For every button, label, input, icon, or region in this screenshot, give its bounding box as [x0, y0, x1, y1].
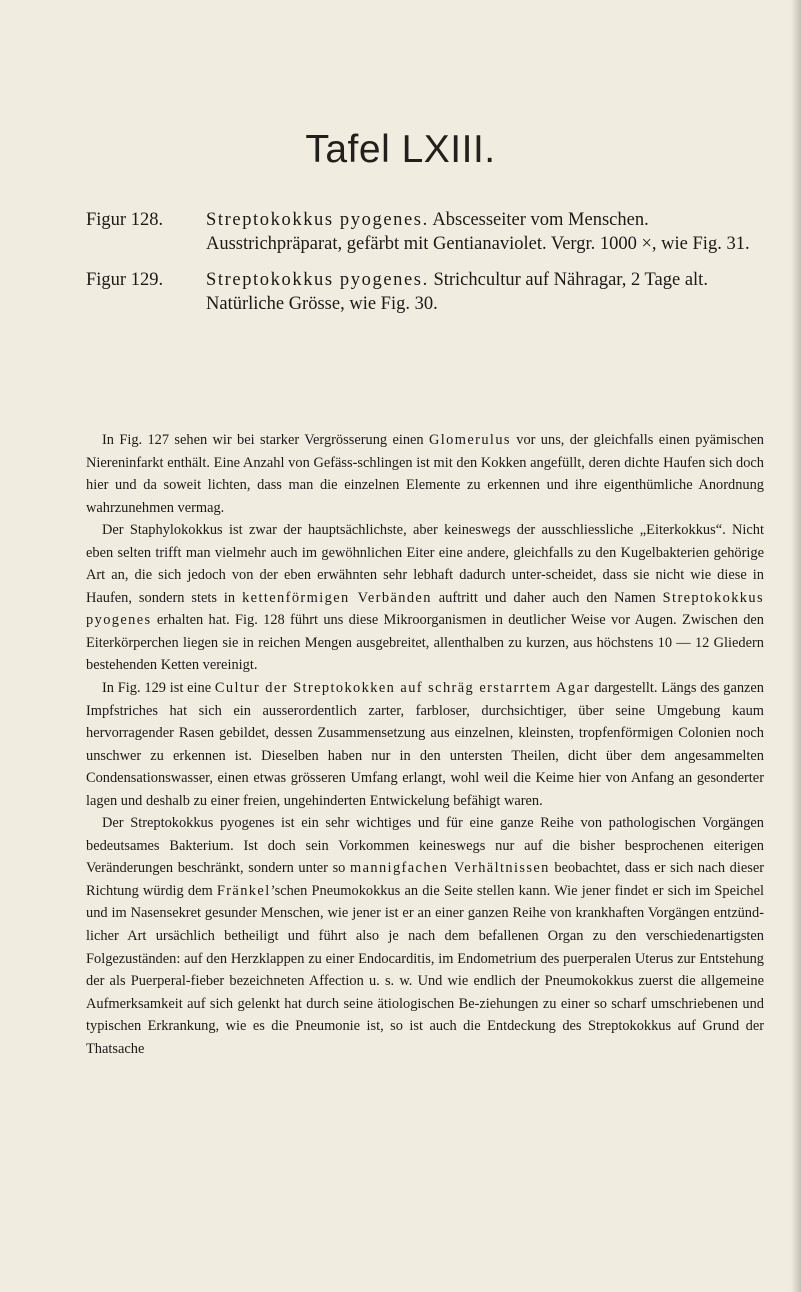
paragraph-4	[86, 812, 764, 1060]
caption-number: Figur 128.	[86, 210, 164, 230]
text-run: beobachtet, dass er sich nach dieser Richtung würdig dem	[86, 860, 764, 899]
emphasis: Glomerulus	[428, 432, 511, 448]
caption-figure-129	[86, 268, 766, 316]
emphasis: mannigfachen Verhältnissen	[349, 860, 550, 877]
plate-title: Tafel LXIII.	[305, 128, 496, 171]
text-run: In Fig. 127 sehen wir bei starker Vergrösserung einen	[102, 432, 429, 448]
caption-text	[206, 208, 766, 256]
text-run: Der Streptokokkus pyogenes ist ein sehr wichtiges und für eine ganze Reihe von pathologischen Vorgängen bedeutsames Bakterium. Ist doch sein Vorkommen keineswegs nur auf die bisher besprochenen eiterigen Veränderungen beschränkt, sondern unter so	[86, 815, 764, 877]
caption-description: Abscesseiter vom Menschen. Ausstrichpräparat, gefärbt mit Gentianaviolet. Vergr. 1000 ×, wie Fig. 31.	[206, 210, 750, 254]
emphasis: kettenförmigen Verbänden	[242, 589, 432, 606]
text-run: Der Staphylokokkus ist zwar der hauptsächlichste, aber keineswegs der ausschliessliche „Eiterkokkus“. Nicht eben selten trifft man vielmehr auch im gewöhnlichen Eiter eine andere, gleichfalls zu den Kugelbakterien gehörige Art an, die sich jedoch von der eben erwähnten sehr lebhaft dadurch unter-scheidet, dass sie nicht wie diese in Haufen, sondern stets in	[86, 522, 764, 606]
caption-description: Strichcultur auf Nähragar, 2 Tage alt. Natürliche Grösse, wie Fig. 30.	[206, 270, 708, 314]
emphasis: Streptokokkus pyogenes	[86, 589, 764, 629]
text-run: vor uns, der gleichfalls einen pyämischen Niereninfarkt enthält. Eine Anzahl von Gefäss-schlingen ist mit den Kokken angefüllt, deren dichte Haufen sich doch hier und da soweit lichten, dass man die einzelnen Elemente zu erkennen und ihre eigenthümliche Anordnung wahrzunehmen vermag.	[86, 432, 764, 516]
caption-number: Figur 129.	[86, 270, 164, 290]
paragraph-2	[86, 519, 764, 677]
paragraph-3	[86, 677, 764, 812]
caption-text	[206, 268, 766, 316]
paragraph-1	[86, 429, 764, 519]
caption-organism: Streptokokkus pyogenes.	[206, 270, 429, 290]
emphasis: Cultur der Streptokokken auf schräg erstarrtem Agar	[214, 680, 591, 697]
text-run: auftritt und daher auch den Namen	[431, 589, 663, 606]
text-run: erhalten hat. Fig. 128 führt uns diese Mikroorganismen in deutlicher Weise vor Augen. Zwischen den Eiterkörperchen liegen sie in reichen Mengen ausgebreitet, allenthalben zu kurzen, aus höchstens 10 — 12 Gliedern bestehenden Ketten vereinigt.	[86, 612, 764, 674]
figure-captions	[86, 208, 766, 328]
text-run: ’schen Pneumokokkus an die Seite stellen kann. Wie jener findet er sich im Speichel und im Nasensekret gesunder Menschen, wie jener ist er an einer ganzen Reihe von krankhaften Vorgängen entzünd-licher Art ursächlich betheiligt und führt also je nach dem befallenen Organ zu den verschiedenartigsten Folgezuständen: auf den Herzklappen zu einer Endocarditis, im Endometrium des puerperalen Uterus zur Entstehung der als Puerperal-fieber bezeichneten Affection u. s. w. Und wie endlich der Pneumokokkus zuerst die allgemeine Aufmerksamkeit auf sich gelenkt hat durch seine ätiologischen Be-ziehungen zu einer so scharf umschriebenen und typischen Erkrankung, wie es die Pneumonie ist, so ist auch die Entdeckung des Streptokokkus auf Grund der Thatsache	[86, 882, 764, 1057]
body-text	[86, 429, 764, 1060]
page-edge-shadow	[791, 0, 801, 1292]
text-run: In Fig. 129 ist eine	[102, 680, 215, 697]
caption-figure-128	[86, 208, 766, 256]
text-run: dargestellt. Längs des ganzen Impfstriches hat sich ein ausserordentlich zarter, farbloser, durchsichtiger, über seine Umgebung kaum hervorragender Rasen gebildet, dessen Zusammensetzung aus einzelnen, kleinsten, tropfenförmigen Colonien noch unschwer zu erkennen ist. Dieselben haben nur in den untersten Theilen, dicht über dem angesammelten Condensationswasser, einen etwas grösseren Umfang erlangt, wohl weil die Keime hier von Anfang an gesonderter lagen und deshalb zu einer freien, ungehinderten Entwickelung befähigt waren.	[86, 680, 765, 809]
caption-organism: Streptokokkus pyogenes.	[206, 210, 429, 230]
emphasis: Fränkel	[216, 882, 271, 899]
